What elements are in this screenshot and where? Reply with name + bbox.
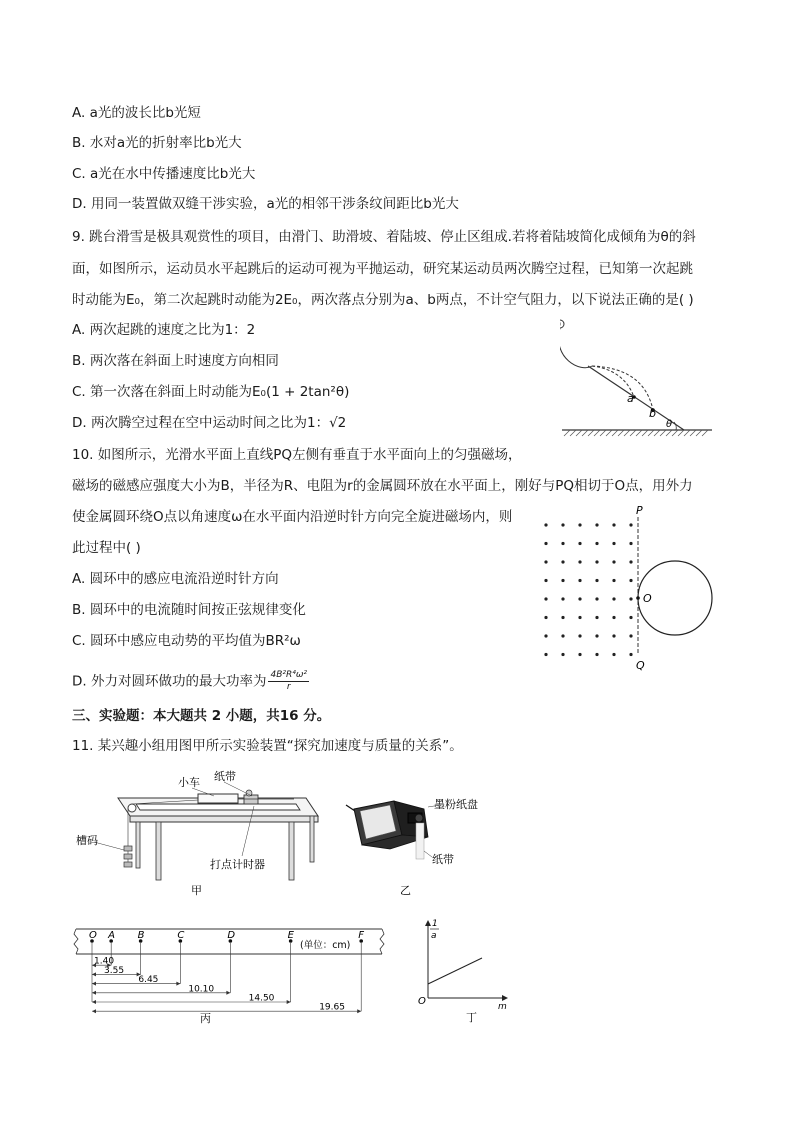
label-a: a bbox=[627, 392, 634, 405]
field-dot bbox=[629, 597, 632, 600]
label-yi-tape: 纸带 bbox=[432, 853, 454, 866]
field-dot bbox=[578, 523, 581, 526]
cart bbox=[198, 794, 238, 803]
table-edge bbox=[130, 816, 318, 822]
label-weight: 槽码 bbox=[76, 834, 98, 847]
section-title: 三、实验题：本大题共 2 小题，共16 分。 bbox=[72, 708, 331, 724]
q10-stem-line2: 磁场的磁感应强度大小为B，半径为R、电阻为r的金属圆环放在水平面上，刚好与PQ相切于O点，用外力 bbox=[72, 478, 693, 494]
label-b: b bbox=[649, 407, 656, 420]
q8-option-c: C. a光在水中传播速度比b光大 bbox=[72, 166, 256, 182]
field-dot bbox=[595, 616, 598, 619]
label-o: O bbox=[643, 592, 652, 605]
field-dot bbox=[629, 542, 632, 545]
field-dot bbox=[544, 542, 547, 545]
xlabel: m bbox=[498, 1002, 507, 1012]
field-dot bbox=[612, 523, 615, 526]
q10-option-d-prefix: D. 外力对圆环做功的最大功率为 bbox=[72, 673, 267, 690]
tape-label-E: E bbox=[287, 930, 294, 941]
q9-stem-line3: 时动能为E₀，第二次起跳时动能为2E₀，两次落点分别为a、b两点，不计空气阻力，以下说法正确的是( ) bbox=[72, 292, 694, 308]
field-dot bbox=[612, 597, 615, 600]
q10-stem-line4: 此过程中( ) bbox=[72, 540, 141, 556]
track bbox=[136, 804, 300, 810]
field-dot bbox=[561, 542, 564, 545]
paper-tape-bing-figure bbox=[72, 922, 394, 1026]
q11-stem: 11. 某兴趣小组用图甲所示实验装置“探究加速度与质量的关系”。 bbox=[72, 738, 463, 754]
field-dot bbox=[595, 634, 598, 637]
table-leg bbox=[156, 822, 161, 880]
inrun-curve bbox=[560, 328, 592, 368]
dimension-label: 14.50 bbox=[248, 993, 275, 1004]
fraction-denominator: r bbox=[286, 682, 291, 692]
timer bbox=[244, 795, 258, 804]
label-timer: 打点计时器 bbox=[210, 858, 265, 871]
tape-label-F: F bbox=[358, 930, 364, 941]
field-dot bbox=[578, 560, 581, 563]
q9-option-d: D. 两次腾空过程在空中运动时间之比为1：√2 bbox=[72, 415, 347, 431]
q10-stem-line1: 10. 如图所示，光滑水平面上直线PQ左侧有垂直于水平面向上的匀强磁场， bbox=[72, 447, 522, 463]
field-dot bbox=[578, 542, 581, 545]
field-dot bbox=[561, 523, 564, 526]
label-p: P bbox=[636, 504, 643, 517]
tape-dimensions bbox=[92, 957, 361, 1014]
field-dots bbox=[544, 523, 632, 656]
field-dot bbox=[561, 653, 564, 656]
dimension-label: 3.55 bbox=[104, 965, 125, 976]
data-line bbox=[428, 958, 482, 984]
ground-hatch bbox=[564, 430, 708, 436]
field-dot bbox=[595, 542, 598, 545]
apparatus-jia-figure bbox=[74, 768, 324, 898]
caption-bing: 丙 bbox=[200, 1012, 211, 1025]
field-dot bbox=[544, 653, 547, 656]
field-dot bbox=[612, 616, 615, 619]
q10-stem-line3: 使金属圆环绕O点以角速度ω在水平面内沿逆时针方向完全旋进磁场内，则 bbox=[72, 509, 513, 525]
q10-option-b: B. 圆环中的电流随时间按正弦规律变化 bbox=[72, 602, 306, 618]
field-dot bbox=[544, 616, 547, 619]
field-dot bbox=[544, 523, 547, 526]
q9-option-a: A. 两次起跳的速度之比为1：2 bbox=[72, 322, 256, 338]
field-dot bbox=[612, 653, 615, 656]
field-dot bbox=[595, 560, 598, 563]
field-dot bbox=[595, 579, 598, 582]
tape-label-C: C bbox=[177, 930, 185, 941]
field-dot bbox=[544, 597, 547, 600]
tape-label-B: B bbox=[137, 930, 145, 941]
field-dot bbox=[612, 579, 615, 582]
field-dot bbox=[561, 597, 564, 600]
field-dot bbox=[612, 634, 615, 637]
point-o bbox=[636, 596, 640, 600]
field-dot bbox=[612, 560, 615, 563]
q9-option-c: C. 第一次落在斜面上时动能为E₀(1 + 2tan²θ) bbox=[72, 384, 350, 400]
q10-option-d bbox=[72, 670, 309, 693]
field-dot bbox=[578, 653, 581, 656]
field-dot bbox=[612, 542, 615, 545]
dimension-label: 1.40 bbox=[94, 956, 115, 967]
field-dot bbox=[629, 579, 632, 582]
q9-stem-line2: 面，如图所示，运动员水平起跳后的运动可视为平抛运动，研究某运动员两次腾空过程，已知第一次起跳 bbox=[72, 261, 693, 277]
tape-label-O: O bbox=[89, 930, 97, 941]
label-theta: θ bbox=[666, 419, 673, 430]
label-q: Q bbox=[636, 659, 645, 672]
dimension-label: 10.10 bbox=[188, 984, 215, 995]
label-unit: (单位：cm) bbox=[300, 940, 351, 951]
q8-option-a: A. a光的波长比b光短 bbox=[72, 105, 201, 121]
q9-option-b: B. 两次落在斜面上时速度方向相同 bbox=[72, 353, 279, 369]
q10-option-c: C. 圆环中感应电动势的平均值为BR²ω bbox=[72, 633, 301, 649]
table-leg bbox=[289, 822, 294, 880]
field-dot bbox=[544, 560, 547, 563]
field-dot bbox=[578, 579, 581, 582]
field-dot bbox=[544, 579, 547, 582]
dimension-label: 6.45 bbox=[138, 975, 159, 986]
caption-jia: 甲 bbox=[191, 884, 202, 897]
fraction-numerator: 4B²R⁴ω² bbox=[270, 670, 307, 680]
dimension-label: 19.65 bbox=[319, 1002, 345, 1013]
caption-yi: 乙 bbox=[400, 884, 411, 897]
field-dot bbox=[595, 523, 598, 526]
field-dot bbox=[629, 560, 632, 563]
field-dot bbox=[578, 597, 581, 600]
ylabel-num: 1 bbox=[432, 919, 438, 929]
tape-strip bbox=[416, 823, 424, 859]
ski-jump-figure bbox=[560, 318, 720, 440]
caption-ding: 丁 bbox=[466, 1011, 477, 1024]
field-dot bbox=[629, 653, 632, 656]
tape-label-A: A bbox=[108, 930, 116, 941]
field-dot bbox=[578, 634, 581, 637]
weight bbox=[124, 862, 132, 867]
graph-ding-figure bbox=[410, 914, 514, 1026]
label-disk: 墨粉纸盘 bbox=[434, 798, 478, 811]
field-dot bbox=[595, 653, 598, 656]
field-dot bbox=[544, 634, 547, 637]
q10-option-d-fraction bbox=[268, 670, 309, 693]
field-dot bbox=[561, 560, 564, 563]
field-dot bbox=[629, 616, 632, 619]
field-dot bbox=[629, 523, 632, 526]
ylabel-den: a bbox=[431, 931, 437, 941]
pulley bbox=[128, 804, 136, 812]
origin-label: O bbox=[418, 996, 426, 1007]
magnetic-field-figure bbox=[536, 503, 722, 673]
field-dot bbox=[629, 634, 632, 637]
toner-disk bbox=[415, 814, 423, 822]
weight bbox=[124, 854, 132, 859]
label-tape: 纸带 bbox=[214, 770, 236, 783]
field-dot bbox=[561, 616, 564, 619]
q8-option-d: D. 用同一装置做双缝干涉实验，a光的相邻干涉条纹间距比b光大 bbox=[72, 196, 459, 212]
field-dot bbox=[595, 597, 598, 600]
q10-option-a: A. 圆环中的感应电流沿逆时针方向 bbox=[72, 571, 279, 587]
q9-stem-line1: 9. 跳台滑雪是极具观赏性的项目，由滑门、助滑坡、着陆坡、停止区组成.若将着陆坡简化成倾角为θ的斜 bbox=[72, 229, 696, 245]
tape-label-D: D bbox=[227, 930, 236, 941]
label-car: 小车 bbox=[178, 776, 200, 789]
field-dot bbox=[578, 616, 581, 619]
timer-yi-figure bbox=[344, 795, 494, 905]
field-dot bbox=[561, 579, 564, 582]
q8-option-b: B. 水对a光的折射率比b光大 bbox=[72, 135, 242, 151]
field-dot bbox=[561, 634, 564, 637]
weight bbox=[124, 846, 132, 851]
